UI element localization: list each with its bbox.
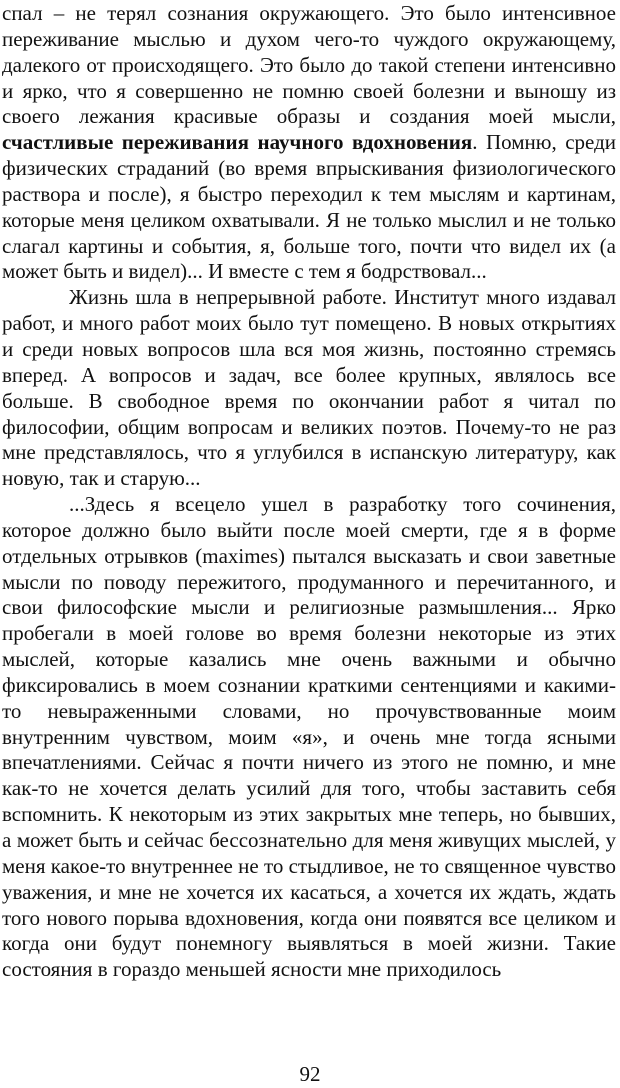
body-text [2, 1, 616, 983]
paragraph-3: ...Здесь я всецело ушел в разработку того сочинения, которое должно было выйти после моей смерти, где я в форме отдельных отрывков (maximes) пытался высказать и свои заветные мысли по поводу пережитого, продуманного и перечитанного, и свои философские мысли и религиозные размышления... Ярко пробегали в моей голове во время болезни некоторые из этих мыслей, которые казались мне очень важными и обычно фиксировались в моем сознании краткими сентенциями и какими-то невыраженными словами, но прочувствованные моим внутренним чувством, моим «я», и очень мне тогда ясными впечатлениями. Сейчас я почти ничего из этого не помню, и мне как-то не хочется делать усилий для того, чтобы заставить себя вспомнить. К некоторым из этих закрытых мне теперь, но бывших, а может быть и сейчас бессознательно для меня живущих мыслей, у меня какое-то внутреннее не то стыдливое, не то священное чувство уважения, и мне не хочется их касаться, а хочется их ждать, ждать того нового порыва вдохновения, когда они появятся все целиком и когда они будут понемногу выявляться в моей жизни. Такие состояния в гораздо меньшей ясности мне приходилось [2, 492, 616, 982]
paragraph-2: Жизнь шла в непрерывной работе. Институт много издавал работ, и много работ моих было тут помещено. В новых открытиях и среди новых вопросов шла вся моя жизнь, постоянно стремясь вперед. А вопросов и задач, все более крупных, являлось все больше. В свободное время по окончании работ я читал по философии, общим вопросам и великих поэтов. Почему-то не раз мне представлялось, что я углубился в испанскую литературу, как новую, так и старую... [2, 285, 616, 491]
paragraph-1 [2, 1, 616, 285]
paragraph-1-end: . Помню, среди физических страданий (во время впрыскивания физиологического раствора и после), я быстро переходил к тем мыслям и картинам, которые меня целиком охватывали. Я не только мыслил и не только слагал картины и события, я, больше того, почти что видел их (а может быть и видел)... И вместе с тем я бодрствовал... [2, 130, 616, 284]
paragraph-1-bold-phrase: счастливые переживания научного вдохновения [2, 130, 473, 155]
paragraph-1-start: спал – не терял сознания окружающего. Это было интенсивное переживание мыслью и духом чего-то чуждого окружающему, далекого от происходящего. Это было до такой степени интенсивно и ярко, что я совершенно не помню своей болезни и выношу из своего лежания красивые образы и создания моей мысли, [2, 1, 616, 129]
page-number: 92 [299, 1062, 321, 1086]
